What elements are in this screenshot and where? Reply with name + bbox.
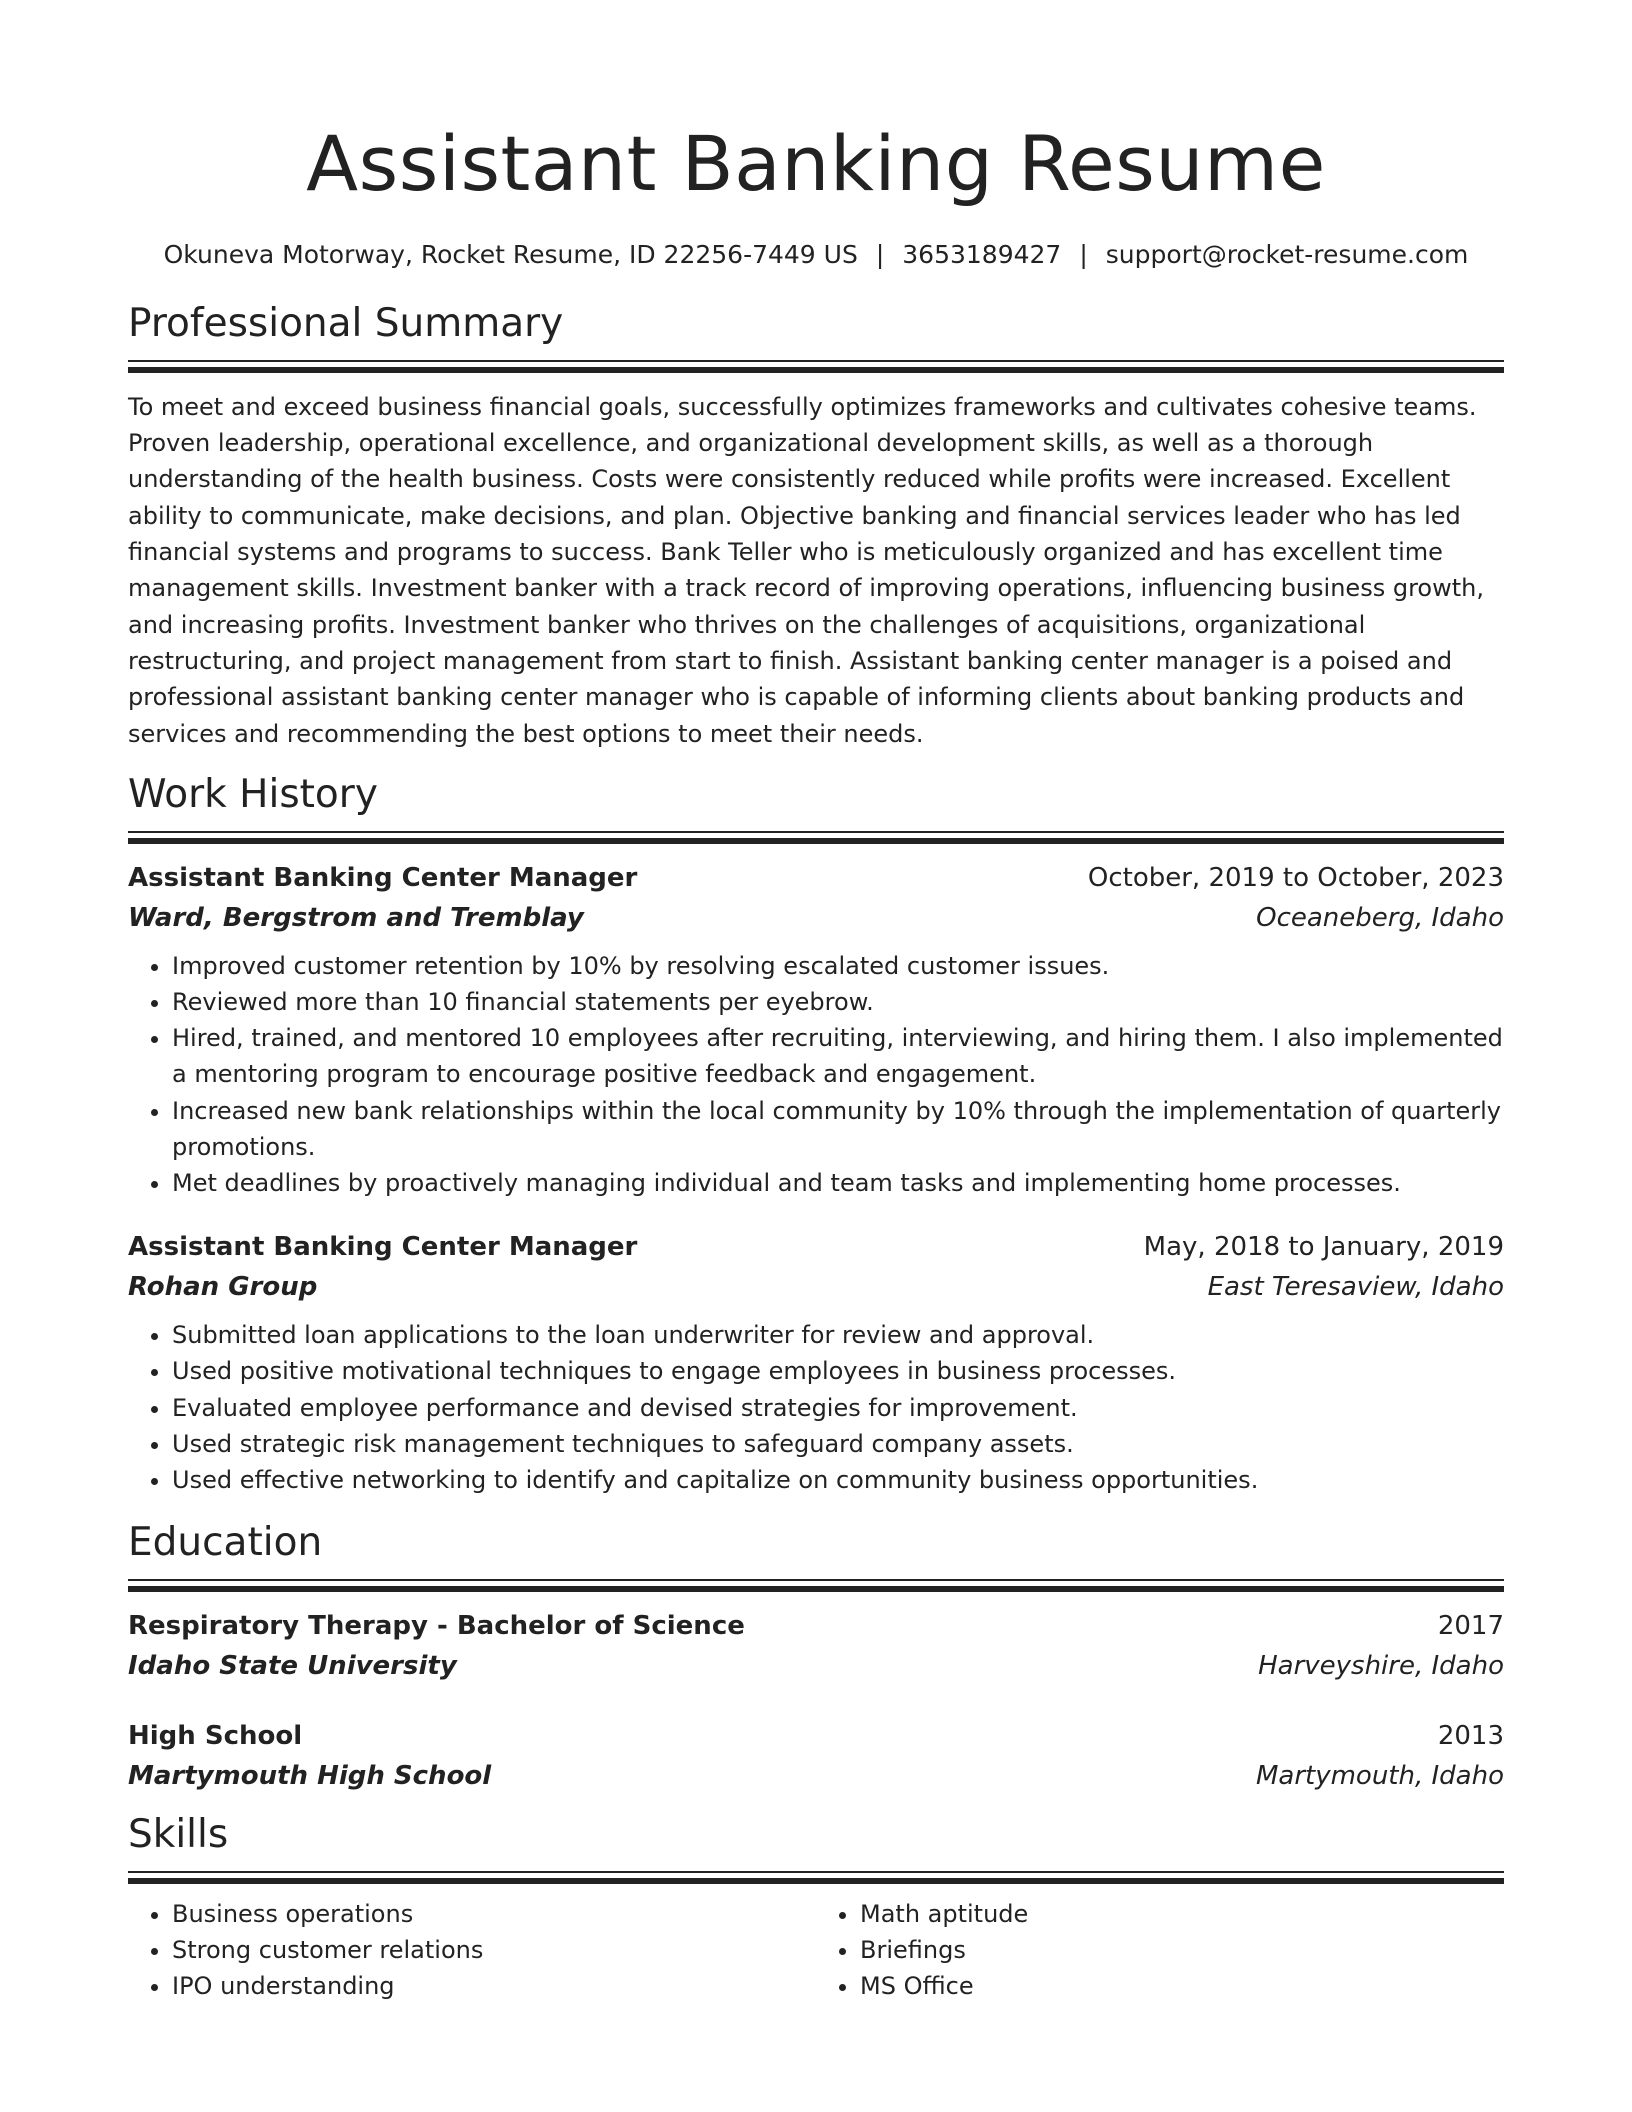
section-heading-work: Work History — [128, 771, 378, 817]
job-dates: October, 2019 to October, 2023 — [1087, 862, 1504, 893]
education-entry — [128, 1606, 1504, 1686]
skill-item: • Briefings — [860, 1932, 1504, 1968]
education-entry — [128, 1716, 1504, 1796]
skills-column-right — [816, 1896, 1504, 2005]
education-section — [128, 1522, 1504, 1796]
skill-item: • Business operations — [172, 1896, 816, 1932]
job-entry — [128, 858, 1504, 1201]
contact-separator: | — [1079, 240, 1088, 269]
job-bullets — [128, 1317, 1504, 1498]
education-degree: Respiratory Therapy - Bachelor of Science — [128, 1611, 745, 1642]
job-company-row — [128, 898, 1504, 938]
contact-line — [128, 240, 1504, 269]
skills-column-left — [128, 1896, 816, 2005]
education-school: Idaho State University — [128, 1651, 457, 1682]
job-title: Assistant Banking Center Manager — [128, 1232, 638, 1263]
contact-email: support@rocket-resume.com — [1105, 240, 1469, 269]
education-location: Harveyshire, Idaho — [1258, 1651, 1504, 1682]
education-degree: High School — [128, 1721, 303, 1752]
section-heading-skills: Skills — [128, 1812, 229, 1858]
job-company-row — [128, 1267, 1504, 1307]
skills-list — [128, 1896, 816, 2005]
education-header-row — [128, 1606, 1504, 1646]
job-header-row — [128, 1227, 1504, 1267]
education-year: 2013 — [1437, 1721, 1504, 1752]
section-divider — [128, 360, 1504, 373]
skill-item: • Math aptitude — [860, 1896, 1504, 1932]
summary-section — [128, 303, 1504, 752]
contact-phone: 3653189427 — [902, 240, 1062, 269]
contact-address: Okuneva Motorway, Rocket Resume, ID 22256-7449 US — [163, 240, 858, 269]
education-school-row — [128, 1756, 1504, 1796]
job-bullet: • Used effective networking to identify and capitalize on community business opportunities. — [172, 1462, 1504, 1498]
resume-title: Assistant Banking Resume — [306, 119, 1326, 208]
skill-item: • MS Office — [860, 1968, 1504, 2004]
skill-item: • IPO understanding — [172, 1968, 816, 2004]
job-bullet: • Increased new bank relationships within the local community by 10% through the implementation of quarterly promotions. — [172, 1093, 1504, 1165]
skills-list — [816, 1896, 1504, 2005]
job-header-row — [128, 858, 1504, 898]
job-location: Oceaneberg, Idaho — [1256, 902, 1504, 933]
job-bullet: • Met deadlines by proactively managing individual and team tasks and implementing home processes. — [172, 1165, 1504, 1201]
work-section — [128, 771, 1504, 1498]
job-company: Rohan Group — [128, 1272, 318, 1303]
job-bullets — [128, 948, 1504, 1201]
job-bullet: • Submitted loan applications to the loan underwriter for review and approval. — [172, 1317, 1504, 1353]
section-divider — [128, 1871, 1504, 1884]
education-year: 2017 — [1437, 1611, 1504, 1642]
job-title: Assistant Banking Center Manager — [128, 862, 638, 893]
section-divider — [128, 1579, 1504, 1592]
section-divider — [128, 831, 1504, 844]
job-bullet: • Hired, trained, and mentored 10 employees after recruiting, interviewing, and hiring them. I also implemented a mentoring program to encourage positive feedback and engagement. — [172, 1020, 1504, 1092]
skills-section — [128, 1814, 1504, 2005]
education-location: Martymouth, Idaho — [1255, 1761, 1504, 1792]
job-bullet: • Used strategic risk management techniques to safeguard company assets. — [172, 1426, 1504, 1462]
section-heading-summary: Professional Summary — [128, 301, 564, 346]
skill-item: • Strong customer relations — [172, 1932, 816, 1968]
contact-separator: | — [875, 240, 885, 269]
section-heading-education: Education — [128, 1520, 323, 1566]
job-dates: May, 2018 to January, 2019 — [1143, 1232, 1504, 1263]
job-location: East Teresaview, Idaho — [1207, 1272, 1504, 1303]
job-entry — [128, 1227, 1504, 1498]
education-header-row — [128, 1716, 1504, 1756]
job-company: Ward, Bergstrom and Tremblay — [128, 902, 584, 933]
job-bullet: • Reviewed more than 10 financial statements per eyebrow. — [172, 984, 1504, 1020]
job-bullet: • Improved customer retention by 10% by resolving escalated customer issues. — [172, 948, 1504, 984]
summary-text: To meet and exceed business financial goals, successfully optimizes frameworks and cultivates cohesive teams. Proven leadership, operational excellence, and organizational development skills, as well as a thorough understanding of the health business. Costs were consistently reduced while profits were increased. Excellent ability to communicate, make decisions, and plan. Objective banking and financial services leader who has led financial systems and programs to success. Bank Teller who is meticulously organized and has excellent time management skills. Investment banker with a track record of improving operations, influencing business growth, and increasing profits. Investment banker who thrives on the challenges of acquisitions, organizational restructuring, and project management from start to finish. Assistant banking center manager is a poised and professional assistant banking center manager who is capable of informing clients about banking products and services and recommending the best options to meet their needs. — [128, 392, 1484, 748]
education-school: Martymouth High School — [128, 1761, 492, 1792]
skills-columns — [128, 1896, 1504, 2005]
job-bullet: • Used positive motivational techniques to engage employees in business processes. — [172, 1353, 1504, 1389]
education-school-row — [128, 1646, 1504, 1686]
job-bullet: • Evaluated employee performance and devised strategies for improvement. — [172, 1390, 1504, 1426]
